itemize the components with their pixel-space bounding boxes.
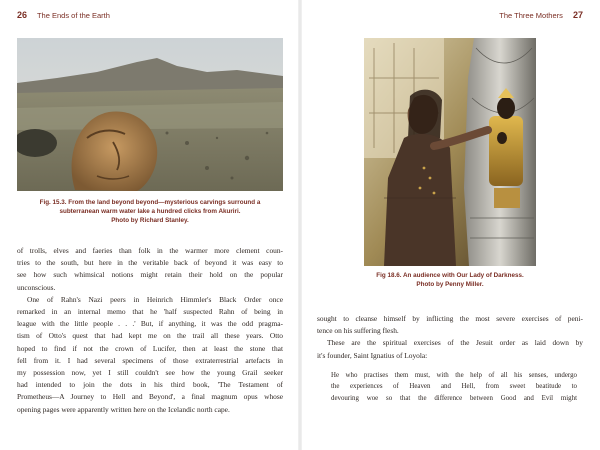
page-number-left: 26 bbox=[17, 10, 28, 20]
text-line: These are the spiritual exercises of the Jesuit order as laid down by bbox=[327, 338, 583, 348]
quote-line: the experiences of Heaven and Hell, from sweet beatitude to bbox=[331, 383, 577, 391]
text-line: fell from it. I had several specimens of those extraterrestrial artefacts in bbox=[17, 355, 283, 365]
figure-caption-left bbox=[30, 198, 270, 225]
figure-caption-line: Photo by Richard Stanley. bbox=[111, 217, 189, 224]
figure-photo-carving bbox=[17, 38, 283, 191]
text-line: see how such whimsical notions might retain their hold on the popular bbox=[17, 270, 283, 280]
text-line: hoped to find if not the crown of Lucifer, then at least the stone that bbox=[17, 343, 283, 353]
running-head-right bbox=[499, 10, 583, 20]
running-head-title-right: The Three Mothers bbox=[499, 11, 563, 20]
text-line: it's founder, Saint Ignatius of Loyola: bbox=[317, 350, 428, 360]
paragraph bbox=[17, 245, 283, 294]
text-line: of trolls, elves and faeries than folk in the warmer more clement coun- bbox=[17, 246, 283, 255]
text-line: my possession now, yet I still couldn't see how the young Grail seeker bbox=[17, 368, 283, 378]
text-line: One of Rahn's Nazi peers in Heinrich Himmler's Black Order once bbox=[27, 294, 283, 304]
page-number-right: 27 bbox=[572, 10, 583, 20]
text-line: tries to the south, but here in the veritable back of beyond it was easy to bbox=[17, 258, 283, 268]
text-line: tence on his suffering flesh. bbox=[317, 326, 399, 336]
block-quote bbox=[331, 370, 577, 405]
figure-caption-right bbox=[360, 271, 540, 289]
text-line: opening pages were apparently written here on the Icelandic north cape. bbox=[17, 404, 230, 414]
paragraph bbox=[317, 313, 583, 337]
figure-caption-line: subterranean warm water lake a hundred clicks from Akuriri. bbox=[59, 208, 241, 215]
running-head-left bbox=[17, 10, 110, 20]
figure-photo-madonna bbox=[364, 38, 536, 266]
figure-caption-line: Fig. 15.3. From the land beyond beyond—mysterious carvings surround a bbox=[39, 199, 261, 206]
text-line: remarked in an internal memo that he 'half suspected Rahn of being in bbox=[17, 307, 283, 317]
right-page bbox=[300, 0, 600, 450]
text-line: sought to cleanse himself by inflicting the most severe exercises of peni- bbox=[317, 314, 583, 323]
text-line: league with the little people . . .' But, if anything, it was the odd pragma- bbox=[17, 319, 283, 329]
body-text-left bbox=[17, 245, 283, 416]
quote-line: devouring woe so that the difference between Good and Evil might bbox=[331, 395, 577, 402]
figure-caption-line: Photo by Penny Miller. bbox=[416, 281, 484, 288]
paragraph bbox=[17, 294, 283, 416]
quote-line: He who practises them must, with the help of all his senses, undergo bbox=[331, 371, 577, 379]
paragraph bbox=[317, 337, 583, 361]
text-line: unconscious. bbox=[17, 282, 56, 292]
figure-caption-line: Fig 18.6. An audience with Our Lady of Darkness. bbox=[376, 272, 524, 279]
text-line: Prometheus—A Journey to Hell and Beyond', a final magnum opus whose bbox=[17, 392, 283, 402]
running-head-title-left: The Ends of the Earth bbox=[36, 11, 110, 20]
madonna-shrine-image bbox=[364, 38, 536, 266]
text-line: tism of Otto's quest that had kept me on the trail all these years. Otto bbox=[17, 331, 283, 341]
body-text-right bbox=[317, 313, 583, 405]
text-line: had intended to join the dots in his third book, 'The Testament of bbox=[17, 380, 283, 390]
carving-landscape-image bbox=[17, 38, 283, 191]
